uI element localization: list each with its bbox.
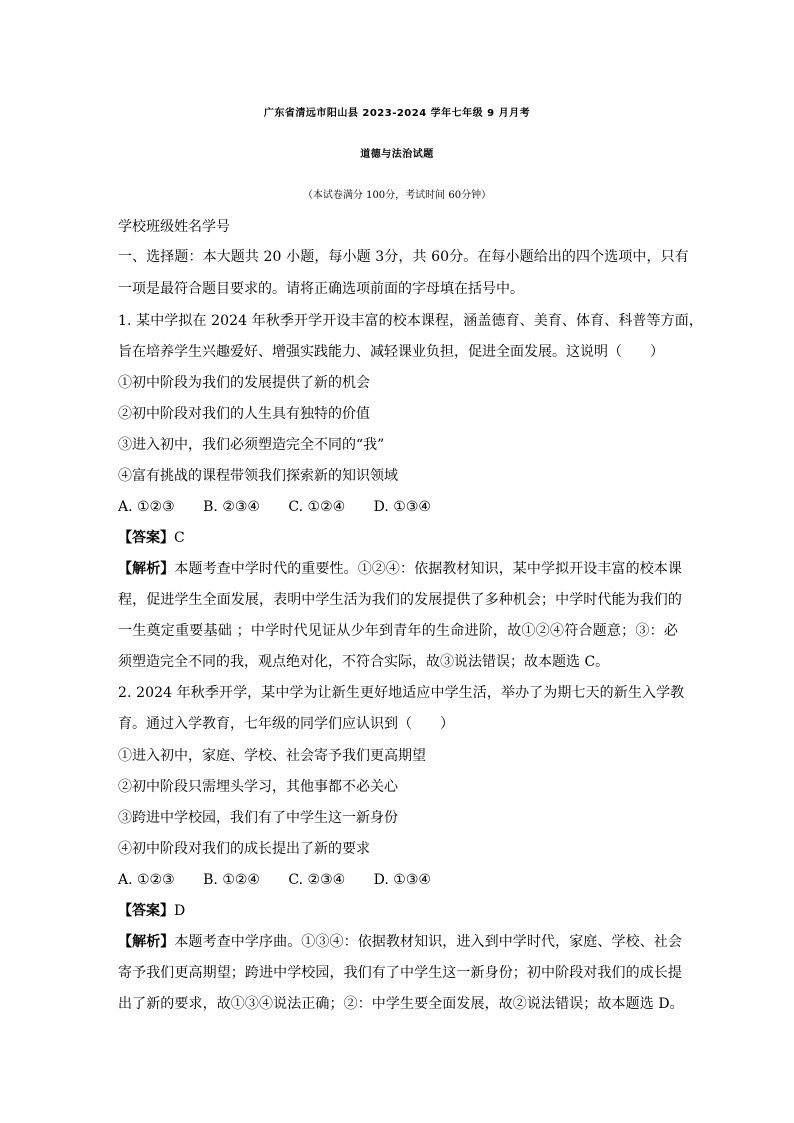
student-info: 学校班级姓名学号 bbox=[118, 219, 230, 235]
q1-statement-4: ④富有挑战的课程带领我们探索新的知识领域 bbox=[118, 468, 398, 484]
q2-options bbox=[118, 870, 431, 890]
q2-statement-2: ②初中阶段只需埋头学习，其他事都不必关心 bbox=[118, 779, 398, 795]
q1-statement-2: ②初中阶段对我们的人生具有独特的价值 bbox=[118, 406, 370, 422]
q2-answer bbox=[118, 901, 185, 921]
q1-option-d: D. ①③④ bbox=[373, 499, 431, 515]
q2-stem-line1: 2. 2024 年秋季开学，某中学为让新生更好地适应中学生活，举办了为期七天的新生入学教 bbox=[118, 685, 685, 701]
q2-analysis-label: 【解析】 bbox=[118, 934, 175, 950]
q1-answer bbox=[118, 528, 185, 548]
q1-answer-label: 【答案】 bbox=[118, 530, 174, 546]
q2-analysis-line2: 寄予我们更高期望；跨进中学校园，我们有了中学生这一新身份；初中阶段对我们的成长提 bbox=[118, 965, 682, 981]
q2-option-b: B. ①②④ bbox=[203, 872, 260, 888]
q2-statement-3: ③跨进中学校园，我们有了中学生这一新身份 bbox=[118, 810, 398, 826]
q2-analysis-text1: 本题考查中学序曲。①③④：依据教材知识，进入到中学时代，家庭、学校、社会 bbox=[174, 934, 683, 950]
q1-analysis-line3: 一生奠定重要基础 ；中学时代见证从少年到青年的生命进阶，故①②④符合题意；③：必 bbox=[118, 623, 678, 639]
q1-statement-3: ③进入初中，我们必须塑造完全不同的“我” bbox=[118, 437, 385, 453]
section-instruction-line2: 一项是最符合题目要求的。请将正确选项前面的字母填在括号中。 bbox=[118, 281, 524, 297]
q1-analysis-line4: 须塑造完全不同的我，观点绝对化，不符合实际，故③说法错误；故本题选 C。 bbox=[118, 654, 610, 670]
exam-title-line2: 道德与法治试题 bbox=[360, 149, 434, 160]
q2-answer-value: D bbox=[174, 903, 186, 919]
q1-stem-line1: 1. 某中学拟在 2024 年秋季开学开设丰富的校本课程，涵盖德育、美育、体育、科普等方面， bbox=[118, 313, 703, 329]
exam-note: （本试卷满分 100分，考试时间 60分钟） bbox=[302, 190, 492, 201]
q2-option-d: D. ①③④ bbox=[373, 872, 431, 888]
q1-options bbox=[118, 497, 431, 517]
q2-answer-label: 【答案】 bbox=[118, 903, 174, 919]
q1-analysis-text1: 本题考查中学时代的重要性。①②④：依据教材知识，某中学拟开设丰富的校本课 bbox=[174, 561, 683, 577]
q1-analysis-line1 bbox=[118, 559, 683, 579]
q2-option-a: A. ①②③ bbox=[118, 872, 175, 888]
q2-stem-line2: 育。通过入学教育，七年级的同学们应认识到（ ） bbox=[118, 716, 454, 732]
section-instruction-line1: 一、选择题：本大题共 20 小题，每小题 3分，共 60分。在每小题给出的四个选项中，只有 bbox=[118, 249, 689, 265]
q1-option-a: A. ①②③ bbox=[118, 499, 175, 515]
q1-stem-line2: 旨在培养学生兴趣爱好、增强实践能力、减轻课业负担，促进全面发展。这说明（ ） bbox=[118, 344, 664, 360]
q1-option-b: B. ②③④ bbox=[203, 499, 260, 515]
exam-title-line1: 广东省清远市阳山县 2023-2024 学年七年级 9 月月考 bbox=[263, 108, 531, 119]
q2-statement-1: ①进入初中，家庭、学校、社会寄予我们更高期望 bbox=[118, 748, 426, 764]
q2-analysis-line1 bbox=[118, 932, 683, 952]
q2-analysis-line3: 出了新的要求，故①③④说法正确；②：中学生要全面发展，故②说法错误；故本题选 D。 bbox=[118, 996, 684, 1012]
q1-option-c: C. ①②④ bbox=[288, 499, 346, 515]
q1-analysis-line2: 程，促进学生全面发展，表明中学生活为我们的发展提供了多种机会；中学时代能为我们的 bbox=[118, 592, 682, 608]
q1-statement-1: ①初中阶段为我们的发展提供了新的机会 bbox=[118, 375, 370, 391]
q1-answer-value: C bbox=[174, 530, 185, 546]
q1-analysis-label: 【解析】 bbox=[118, 561, 175, 577]
q2-statement-4: ④初中阶段对我们的成长提出了新的要求 bbox=[118, 841, 370, 857]
q2-option-c: C. ②③④ bbox=[288, 872, 346, 888]
